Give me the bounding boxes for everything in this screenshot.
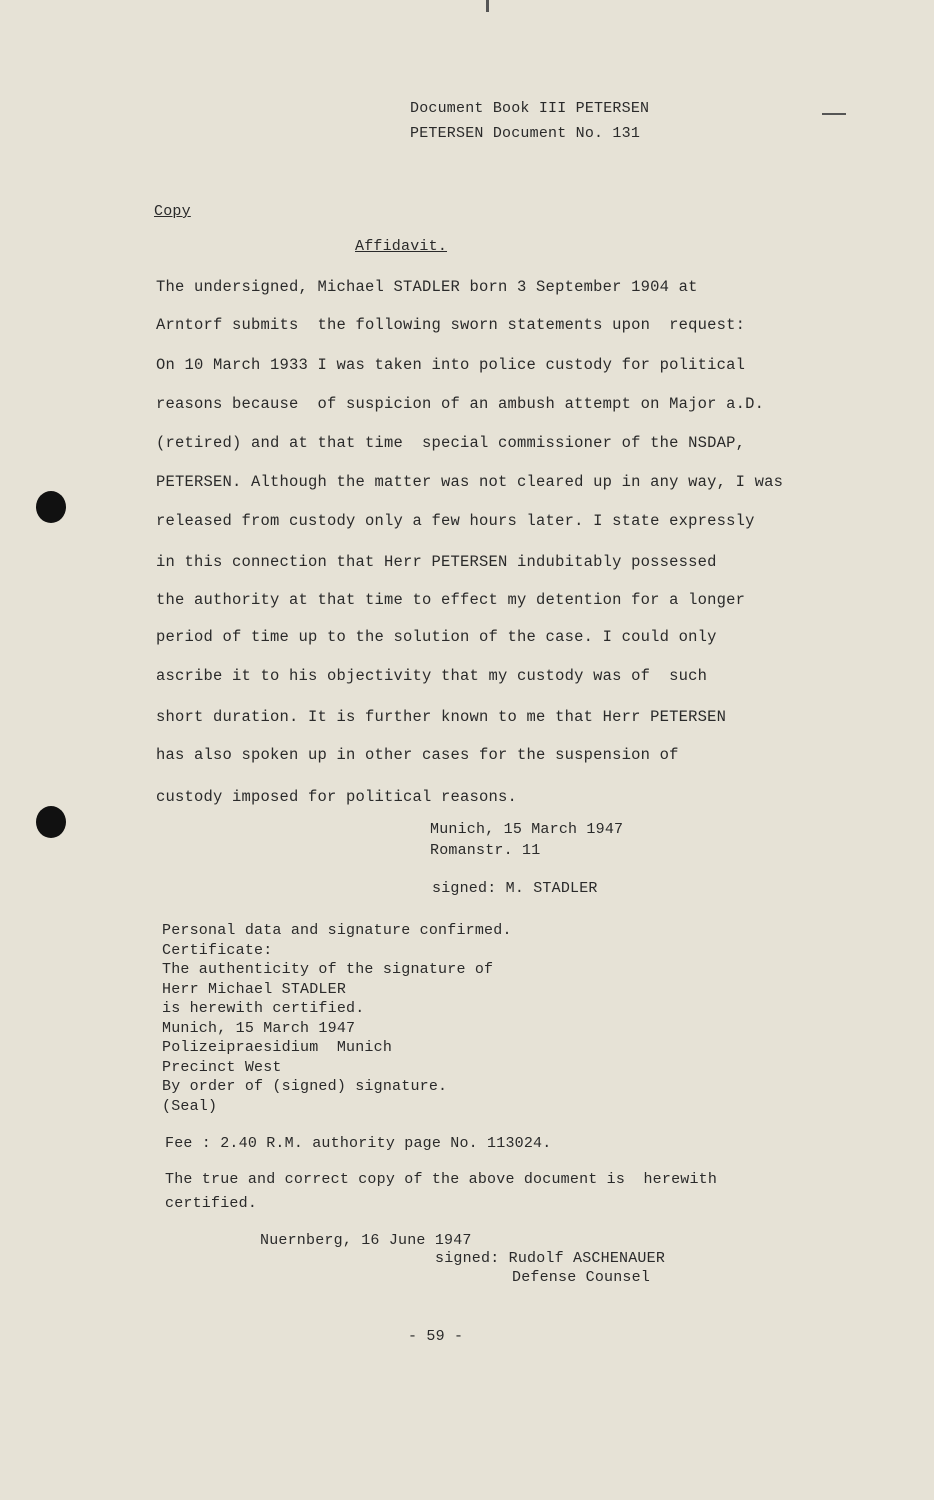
body-line: has also spoken up in other cases for the suspension of — [156, 746, 679, 764]
certification-line: Certificate: — [162, 942, 273, 959]
certification-line: is herewith certified. — [162, 1000, 365, 1017]
closing-role: Defense Counsel — [512, 1269, 651, 1286]
page-number: - 59 - — [408, 1328, 464, 1345]
body-line: PETERSEN. Although the matter was not cleared up in any way, I was — [156, 473, 784, 491]
closing-signed: signed: Rudolf ASCHENAUER — [435, 1250, 666, 1267]
fee-line: Fee : 2.40 R.M. authority page No. 113024. — [165, 1135, 552, 1152]
body-line: short duration. It is further known to me that Herr PETERSEN — [156, 708, 727, 726]
punch-hole-top — [36, 491, 66, 523]
body-line: reasons because of suspicion of an ambush attempt on Major a.D. — [156, 395, 765, 413]
certification-line: Herr Michael STADLER — [162, 981, 347, 998]
body-line: (retired) and at that time special commissioner of the NSDAP, — [156, 434, 746, 452]
certification-line: Precinct West — [162, 1059, 282, 1076]
certification-line: By order of (signed) signature. — [162, 1078, 448, 1095]
body-line: Arntorf submits the following sworn statements upon request: — [156, 316, 746, 334]
body-line: ascribe it to his objectivity that my custody was of such — [156, 667, 708, 685]
certification-line: The authenticity of the signature of — [162, 961, 494, 978]
body-line: in this connection that Herr PETERSEN indubitably possessed — [156, 553, 717, 571]
top-edge-mark — [486, 0, 489, 12]
body-line: On 10 March 1933 I was taken into police custody for political — [156, 356, 746, 374]
signed-stadler: signed: M. STADLER — [432, 880, 598, 897]
true-copy-line: The true and correct copy of the above document is herewith — [165, 1171, 718, 1188]
header-document-book: Document Book III PETERSEN — [410, 100, 650, 117]
body-line: the authority at that time to effect my detention for a longer — [156, 591, 746, 609]
certification-line: (Seal) — [162, 1098, 218, 1115]
copy-label: Copy — [154, 203, 191, 220]
certification-line: Personal data and signature confirmed. — [162, 922, 512, 939]
true-copy-line: certified. — [165, 1195, 258, 1212]
certification-line: Munich, 15 March 1947 — [162, 1020, 356, 1037]
right-margin-mark — [822, 113, 846, 115]
address: Romanstr. 11 — [430, 842, 541, 859]
closing-place-date: Nuernberg, 16 June 1947 — [260, 1232, 472, 1249]
place-date: Munich, 15 March 1947 — [430, 821, 624, 838]
body-line: period of time up to the solution of the case. I could only — [156, 628, 717, 646]
certification-line: Polizeipraesidium Munich — [162, 1039, 393, 1056]
body-line: custody imposed for political reasons. — [156, 788, 518, 806]
header-document-number: PETERSEN Document No. 131 — [410, 125, 641, 142]
body-line: The undersigned, Michael STADLER born 3 September 1904 at — [156, 278, 698, 296]
body-line: released from custody only a few hours later. I state expressly — [156, 512, 755, 530]
punch-hole-bottom — [36, 806, 66, 838]
affidavit-title: Affidavit. — [355, 238, 448, 255]
